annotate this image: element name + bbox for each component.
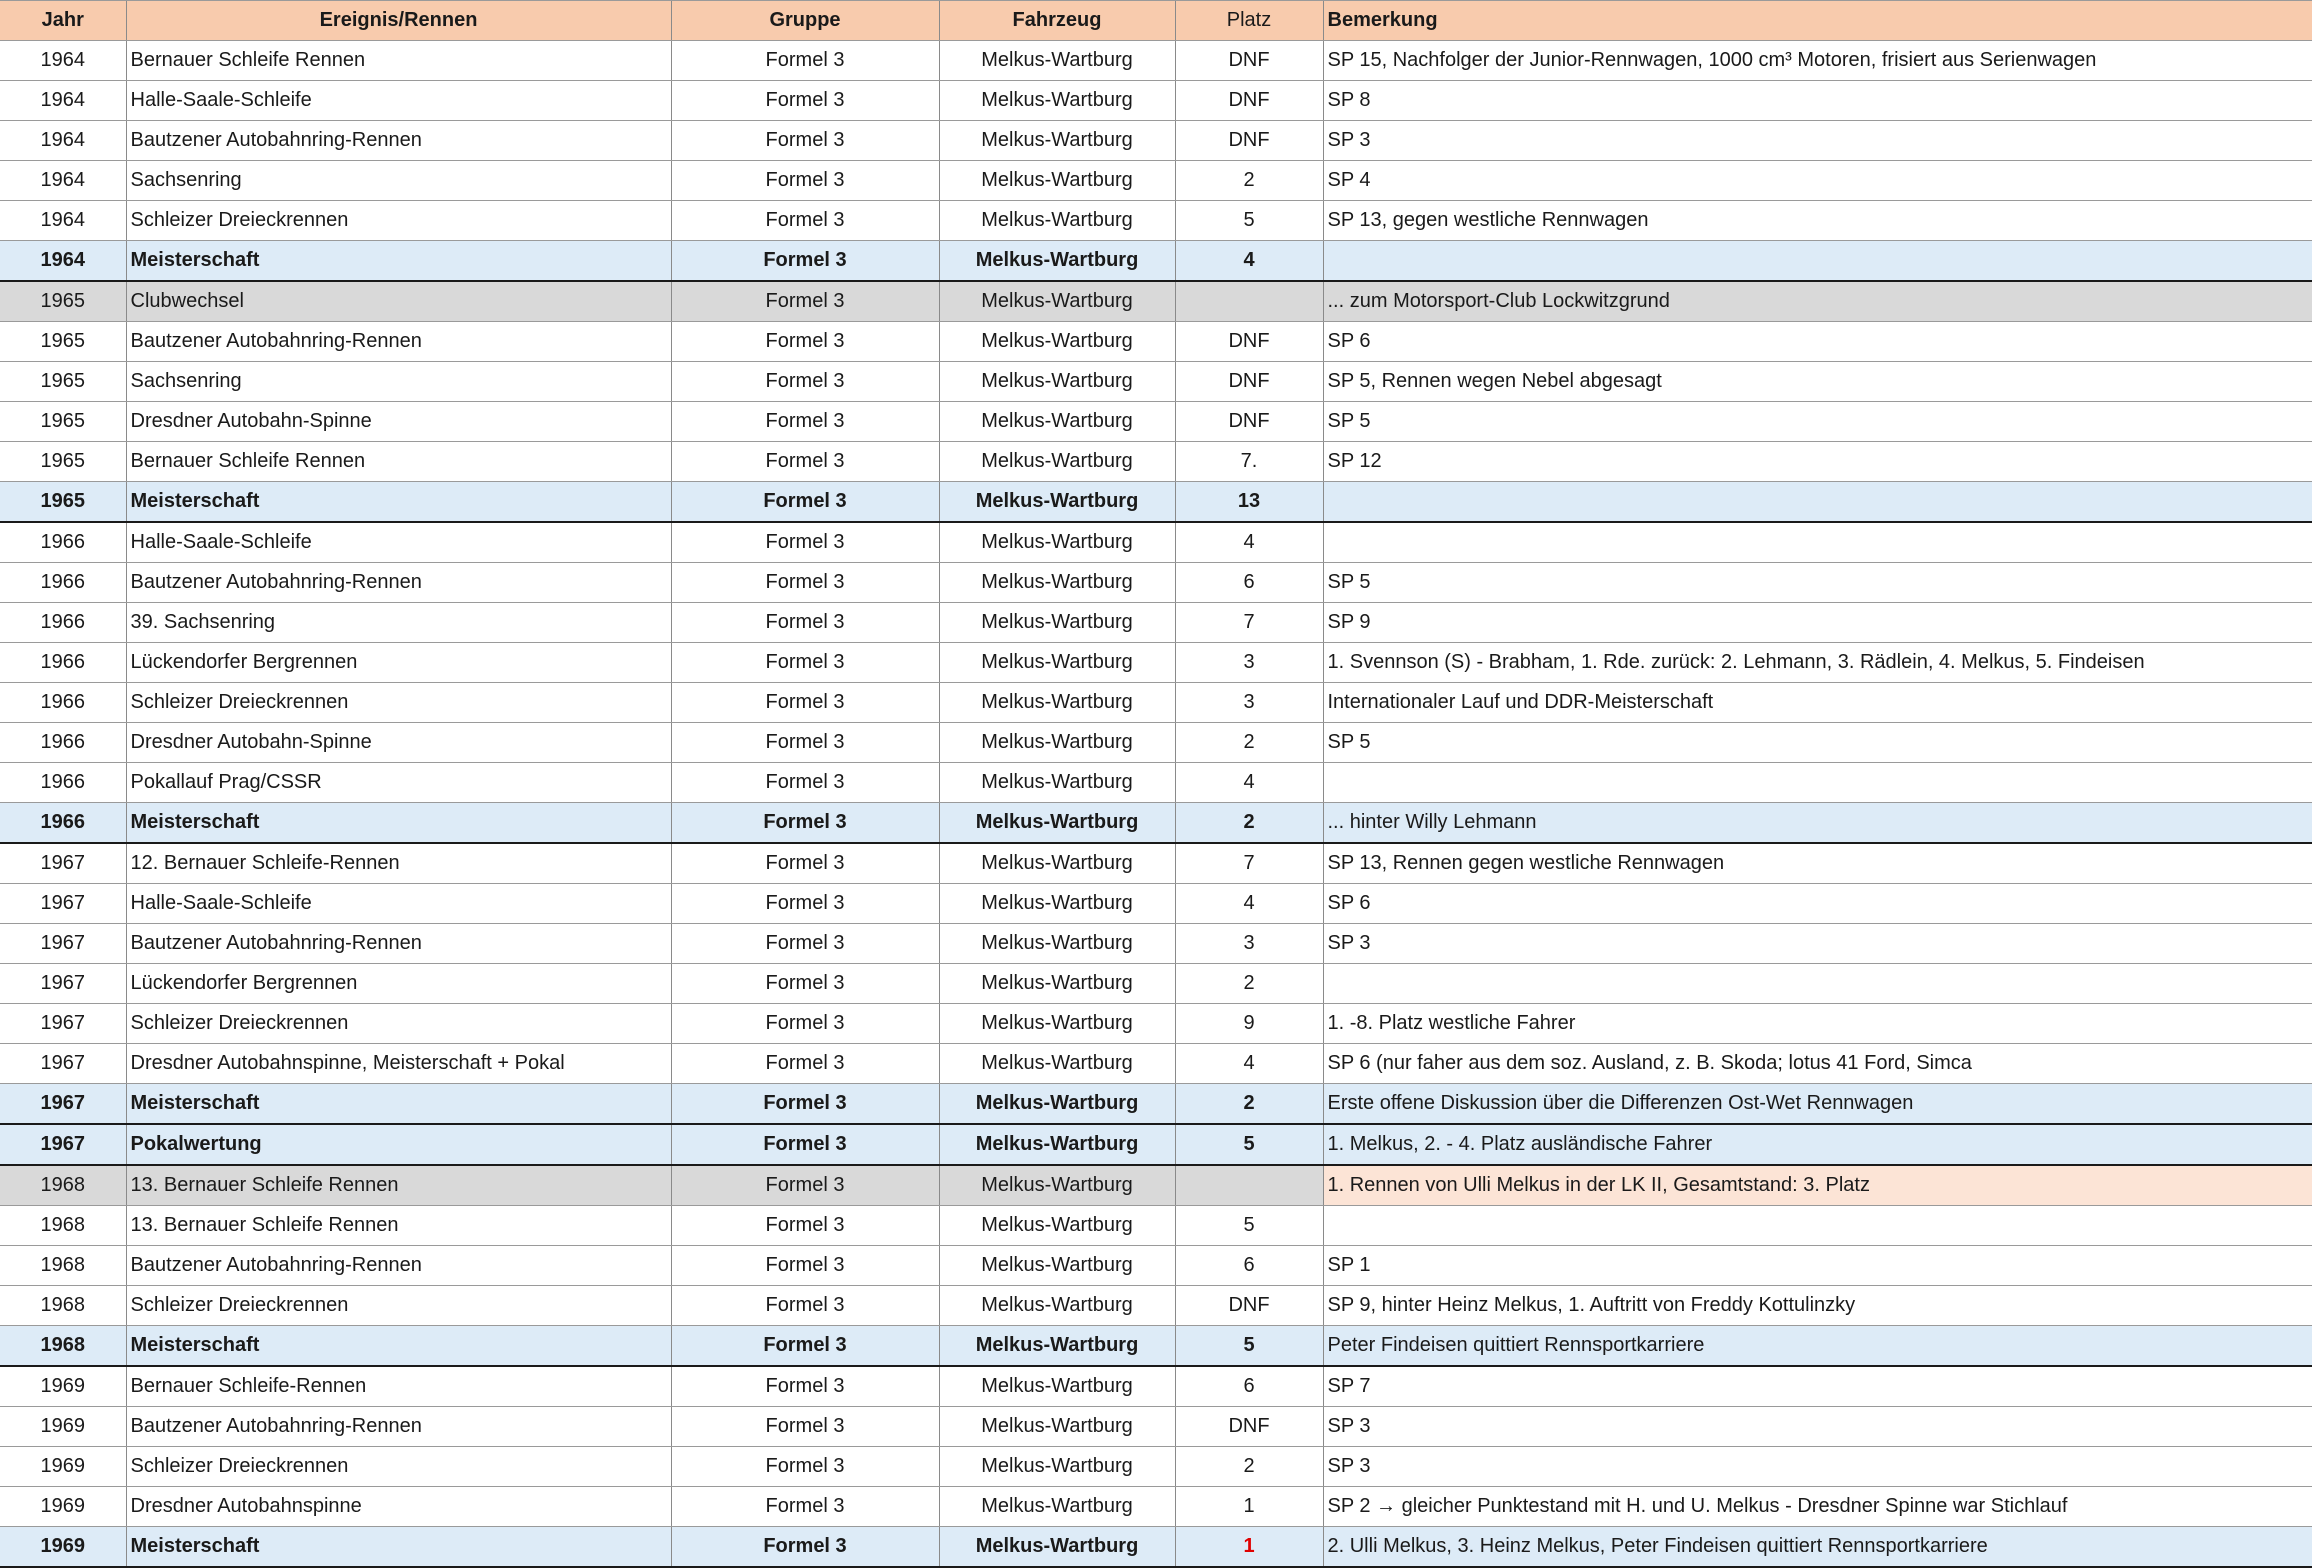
cell-gruppe[interactable]: Formel 3 — [671, 1165, 939, 1206]
cell-bemerkung[interactable]: SP 9 — [1323, 603, 2312, 643]
cell-ereignis[interactable]: Pokalwertung — [126, 1124, 671, 1165]
cell-ereignis[interactable]: Bautzener Autobahnring-Rennen — [126, 924, 671, 964]
table-row — [0, 643, 2312, 683]
cell-jahr[interactable]: 1967 — [0, 1004, 126, 1044]
table-row — [0, 482, 2312, 523]
cell-platz[interactable]: 13 — [1175, 482, 1323, 523]
cell-platz[interactable]: 5 — [1175, 1124, 1323, 1165]
cell-jahr[interactable]: 1968 — [0, 1246, 126, 1286]
cell-jahr[interactable]: 1968 — [0, 1326, 126, 1367]
cell-platz[interactable]: 1 — [1175, 1527, 1323, 1568]
cell-fahrzeug[interactable]: Melkus-Wartburg — [939, 1084, 1175, 1125]
cell-bemerkung[interactable]: SP 4 — [1323, 161, 2312, 201]
cell-fahrzeug[interactable]: Melkus-Wartburg — [939, 723, 1175, 763]
cell-jahr[interactable]: 1965 — [0, 402, 126, 442]
cell-platz[interactable]: DNF — [1175, 1407, 1323, 1447]
cell-gruppe[interactable]: Formel 3 — [671, 322, 939, 362]
cell-bemerkung[interactable]: SP 15, Nachfolger der Junior-Rennwagen, 1000 cm³ Motoren, frisiert aus Serienwagen — [1323, 41, 2312, 81]
cell-jahr[interactable]: 1969 — [0, 1527, 126, 1568]
cell-ereignis[interactable]: Lückendorfer Bergrennen — [126, 643, 671, 683]
cell-jahr[interactable]: 1965 — [0, 281, 126, 322]
cell-ereignis[interactable]: Meisterschaft — [126, 1084, 671, 1125]
cell-platz[interactable]: DNF — [1175, 121, 1323, 161]
cell-ereignis[interactable]: Bautzener Autobahnring-Rennen — [126, 1407, 671, 1447]
cell-gruppe[interactable]: Formel 3 — [671, 1124, 939, 1165]
cell-ereignis[interactable]: Meisterschaft — [126, 482, 671, 523]
cell-jahr[interactable]: 1966 — [0, 603, 126, 643]
cell-bemerkung[interactable]: 1. Melkus, 2. - 4. Platz ausländische Fahrer — [1323, 1124, 2312, 1165]
cell-fahrzeug[interactable]: Melkus-Wartburg — [939, 201, 1175, 241]
table-row — [0, 362, 2312, 402]
cell-bemerkung[interactable]: SP 9, hinter Heinz Melkus, 1. Auftritt von Freddy Kottulinzky — [1323, 1286, 2312, 1326]
table-row — [0, 1326, 2312, 1367]
cell-jahr[interactable]: 1967 — [0, 1084, 126, 1125]
cell-gruppe[interactable]: Formel 3 — [671, 402, 939, 442]
cell-gruppe[interactable]: Formel 3 — [671, 723, 939, 763]
cell-platz[interactable]: DNF — [1175, 402, 1323, 442]
cell-platz[interactable]: 4 — [1175, 884, 1323, 924]
cell-fahrzeug[interactable]: Melkus-Wartburg — [939, 924, 1175, 964]
cell-fahrzeug[interactable]: Melkus-Wartburg — [939, 161, 1175, 201]
cell-fahrzeug[interactable]: Melkus-Wartburg — [939, 1366, 1175, 1407]
cell-ereignis[interactable]: 12. Bernauer Schleife-Rennen — [126, 843, 671, 884]
cell-bemerkung[interactable]: SP 1 — [1323, 1246, 2312, 1286]
col-header-fahrzeug[interactable]: Fahrzeug — [939, 1, 1175, 41]
cell-jahr[interactable]: 1964 — [0, 121, 126, 161]
cell-platz[interactable]: 5 — [1175, 201, 1323, 241]
table-row — [0, 763, 2312, 803]
cell-jahr[interactable]: 1967 — [0, 1124, 126, 1165]
cell-ereignis[interactable]: Dresdner Autobahn-Spinne — [126, 402, 671, 442]
cell-fahrzeug[interactable]: Melkus-Wartburg — [939, 643, 1175, 683]
cell-platz[interactable]: 6 — [1175, 563, 1323, 603]
cell-jahr[interactable]: 1964 — [0, 161, 126, 201]
table-row — [0, 924, 2312, 964]
cell-fahrzeug[interactable]: Melkus-Wartburg — [939, 1206, 1175, 1246]
cell-platz[interactable]: 4 — [1175, 763, 1323, 803]
cell-platz[interactable]: 4 — [1175, 1044, 1323, 1084]
cell-bemerkung[interactable]: 1. -8. Platz westliche Fahrer — [1323, 1004, 2312, 1044]
cell-bemerkung[interactable]: SP 5, Rennen wegen Nebel abgesagt — [1323, 362, 2312, 402]
cell-ereignis[interactable]: Meisterschaft — [126, 241, 671, 282]
cell-platz[interactable]: 3 — [1175, 683, 1323, 723]
table-row — [0, 803, 2312, 844]
cell-ereignis[interactable]: Dresdner Autobahnspinne — [126, 1487, 671, 1527]
table-row — [0, 884, 2312, 924]
cell-bemerkung[interactable] — [1323, 1206, 2312, 1246]
cell-bemerkung[interactable]: 2. Ulli Melkus, 3. Heinz Melkus, Peter Findeisen quittiert Rennsportkarriere — [1323, 1527, 2312, 1568]
cell-bemerkung[interactable]: SP 3 — [1323, 1447, 2312, 1487]
table-row — [0, 563, 2312, 603]
cell-gruppe[interactable]: Formel 3 — [671, 1527, 939, 1568]
cell-ereignis[interactable]: 13. Bernauer Schleife Rennen — [126, 1206, 671, 1246]
cell-ereignis[interactable]: Bernauer Schleife Rennen — [126, 41, 671, 81]
cell-bemerkung[interactable] — [1323, 522, 2312, 563]
cell-jahr[interactable]: 1966 — [0, 723, 126, 763]
table-row — [0, 1004, 2312, 1044]
cell-ereignis[interactable]: Schleizer Dreieckrennen — [126, 1447, 671, 1487]
cell-ereignis[interactable]: Pokallauf Prag/CSSR — [126, 763, 671, 803]
cell-ereignis[interactable]: Bautzener Autobahnring-Rennen — [126, 322, 671, 362]
cell-gruppe[interactable]: Formel 3 — [671, 1407, 939, 1447]
cell-jahr[interactable]: 1968 — [0, 1165, 126, 1206]
cell-ereignis[interactable]: Meisterschaft — [126, 1527, 671, 1568]
cell-bemerkung[interactable] — [1323, 241, 2312, 282]
cell-fahrzeug[interactable]: Melkus-Wartburg — [939, 603, 1175, 643]
cell-ereignis[interactable]: 39. Sachsenring — [126, 603, 671, 643]
cell-ereignis[interactable]: Schleizer Dreieckrennen — [126, 201, 671, 241]
cell-gruppe[interactable]: Formel 3 — [671, 1084, 939, 1125]
cell-jahr[interactable]: 1964 — [0, 201, 126, 241]
cell-fahrzeug[interactable]: Melkus-Wartburg — [939, 362, 1175, 402]
cell-fahrzeug[interactable]: Melkus-Wartburg — [939, 81, 1175, 121]
cell-fahrzeug[interactable]: Melkus-Wartburg — [939, 41, 1175, 81]
col-header-ereignis[interactable]: Ereignis/Rennen — [126, 1, 671, 41]
cell-ereignis[interactable]: Bautzener Autobahnring-Rennen — [126, 121, 671, 161]
cell-fahrzeug[interactable]: Melkus-Wartburg — [939, 884, 1175, 924]
cell-gruppe[interactable]: Formel 3 — [671, 843, 939, 884]
cell-ereignis[interactable]: Bernauer Schleife Rennen — [126, 442, 671, 482]
cell-platz[interactable]: 5 — [1175, 1206, 1323, 1246]
cell-fahrzeug[interactable]: Melkus-Wartburg — [939, 1124, 1175, 1165]
table-row — [0, 81, 2312, 121]
cell-ereignis[interactable]: Halle-Saale-Schleife — [126, 81, 671, 121]
cell-fahrzeug[interactable]: Melkus-Wartburg — [939, 241, 1175, 282]
cell-jahr[interactable]: 1969 — [0, 1487, 126, 1527]
cell-ereignis[interactable]: Schleizer Dreieckrennen — [126, 1004, 671, 1044]
cell-gruppe[interactable]: Formel 3 — [671, 1447, 939, 1487]
cell-fahrzeug[interactable]: Melkus-Wartburg — [939, 1246, 1175, 1286]
cell-ereignis[interactable]: Dresdner Autobahn-Spinne — [126, 723, 671, 763]
cell-fahrzeug[interactable]: Melkus-Wartburg — [939, 1286, 1175, 1326]
cell-platz[interactable]: 3 — [1175, 924, 1323, 964]
table-row — [0, 161, 2312, 201]
table-row — [0, 201, 2312, 241]
cell-gruppe[interactable]: Formel 3 — [671, 81, 939, 121]
cell-platz[interactable]: 4 — [1175, 522, 1323, 563]
col-header-gruppe[interactable]: Gruppe — [671, 1, 939, 41]
cell-fahrzeug[interactable]: Melkus-Wartburg — [939, 1487, 1175, 1527]
cell-platz[interactable]: 6 — [1175, 1366, 1323, 1407]
table-row — [0, 723, 2312, 763]
cell-ereignis[interactable]: Meisterschaft — [126, 803, 671, 844]
table-body — [0, 41, 2312, 1568]
table-row — [0, 843, 2312, 884]
cell-jahr[interactable]: 1969 — [0, 1366, 126, 1407]
table-row — [0, 1206, 2312, 1246]
cell-platz[interactable]: DNF — [1175, 41, 1323, 81]
cell-platz[interactable]: 4 — [1175, 241, 1323, 282]
cell-ereignis[interactable]: Clubwechsel — [126, 281, 671, 322]
cell-gruppe[interactable]: Formel 3 — [671, 442, 939, 482]
cell-platz[interactable]: 5 — [1175, 1326, 1323, 1367]
cell-bemerkung[interactable]: SP 6 — [1323, 322, 2312, 362]
cell-bemerkung[interactable]: ... hinter Willy Lehmann — [1323, 803, 2312, 844]
cell-bemerkung[interactable]: SP 6 — [1323, 884, 2312, 924]
cell-jahr[interactable]: 1966 — [0, 803, 126, 844]
cell-gruppe[interactable]: Formel 3 — [671, 362, 939, 402]
cell-gruppe[interactable]: Formel 3 — [671, 241, 939, 282]
cell-bemerkung[interactable]: SP 3 — [1323, 924, 2312, 964]
cell-ereignis[interactable]: Sachsenring — [126, 362, 671, 402]
cell-ereignis[interactable]: Bautzener Autobahnring-Rennen — [126, 1246, 671, 1286]
cell-gruppe[interactable]: Formel 3 — [671, 281, 939, 322]
cell-jahr[interactable]: 1965 — [0, 322, 126, 362]
table-row — [0, 1487, 2312, 1527]
cell-bemerkung[interactable]: SP 2 → gleicher Punktestand mit H. und U. Melkus - Dresdner Spinne war Stichlauf — [1323, 1487, 2312, 1527]
cell-bemerkung[interactable]: SP 5 — [1323, 402, 2312, 442]
cell-platz[interactable] — [1175, 281, 1323, 322]
cell-fahrzeug[interactable]: Melkus-Wartburg — [939, 1527, 1175, 1568]
cell-ereignis[interactable]: Bautzener Autobahnring-Rennen — [126, 563, 671, 603]
cell-jahr[interactable]: 1966 — [0, 763, 126, 803]
cell-bemerkung[interactable]: SP 3 — [1323, 121, 2312, 161]
cell-jahr[interactable]: 1969 — [0, 1447, 126, 1487]
table-row — [0, 1084, 2312, 1125]
cell-ereignis[interactable]: Halle-Saale-Schleife — [126, 884, 671, 924]
table-row — [0, 1165, 2312, 1206]
cell-fahrzeug[interactable]: Melkus-Wartburg — [939, 1326, 1175, 1367]
cell-gruppe[interactable]: Formel 3 — [671, 121, 939, 161]
cell-fahrzeug[interactable]: Melkus-Wartburg — [939, 563, 1175, 603]
cell-fahrzeug[interactable]: Melkus-Wartburg — [939, 1165, 1175, 1206]
cell-ereignis[interactable]: Schleizer Dreieckrennen — [126, 1286, 671, 1326]
table-row — [0, 442, 2312, 482]
cell-jahr[interactable]: 1967 — [0, 964, 126, 1004]
cell-ereignis[interactable]: Sachsenring — [126, 161, 671, 201]
cell-gruppe[interactable]: Formel 3 — [671, 201, 939, 241]
cell-platz[interactable]: 2 — [1175, 161, 1323, 201]
cell-platz[interactable]: 3 — [1175, 643, 1323, 683]
cell-jahr[interactable]: 1968 — [0, 1206, 126, 1246]
cell-bemerkung[interactable]: SP 13, Rennen gegen westliche Rennwagen — [1323, 843, 2312, 884]
cell-bemerkung[interactable]: SP 5 — [1323, 563, 2312, 603]
cell-jahr[interactable]: 1966 — [0, 683, 126, 723]
cell-gruppe[interactable]: Formel 3 — [671, 643, 939, 683]
cell-bemerkung[interactable]: SP 12 — [1323, 442, 2312, 482]
cell-platz[interactable]: 7 — [1175, 603, 1323, 643]
cell-ereignis[interactable]: Meisterschaft — [126, 1326, 671, 1367]
cell-platz[interactable]: 2 — [1175, 964, 1323, 1004]
cell-bemerkung[interactable]: ... zum Motorsport-Club Lockwitzgrund — [1323, 281, 2312, 322]
cell-bemerkung[interactable]: SP 8 — [1323, 81, 2312, 121]
cell-jahr[interactable]: 1966 — [0, 522, 126, 563]
cell-gruppe[interactable]: Formel 3 — [671, 1044, 939, 1084]
cell-bemerkung[interactable]: Peter Findeisen quittiert Rennsportkarriere — [1323, 1326, 2312, 1367]
cell-ereignis[interactable]: Schleizer Dreieckrennen — [126, 683, 671, 723]
cell-jahr[interactable]: 1965 — [0, 442, 126, 482]
table-row — [0, 1246, 2312, 1286]
cell-jahr[interactable]: 1967 — [0, 884, 126, 924]
table-row — [0, 603, 2312, 643]
cell-platz[interactable]: DNF — [1175, 322, 1323, 362]
cell-jahr[interactable]: 1965 — [0, 482, 126, 523]
table-row — [0, 281, 2312, 322]
cell-jahr[interactable]: 1967 — [0, 843, 126, 884]
cell-bemerkung[interactable]: SP 7 — [1323, 1366, 2312, 1407]
cell-bemerkung[interactable]: SP 5 — [1323, 723, 2312, 763]
cell-bemerkung[interactable]: 1. Svennson (S) - Brabham, 1. Rde. zurück: 2. Lehmann, 3. Rädlein, 4. Melkus, 5. Findeisen — [1323, 643, 2312, 683]
cell-gruppe[interactable]: Formel 3 — [671, 563, 939, 603]
cell-ereignis[interactable]: Halle-Saale-Schleife — [126, 522, 671, 563]
table-row — [0, 322, 2312, 362]
cell-gruppe[interactable]: Formel 3 — [671, 1206, 939, 1246]
cell-gruppe[interactable]: Formel 3 — [671, 803, 939, 844]
table-row — [0, 1527, 2312, 1568]
cell-platz[interactable]: 2 — [1175, 1084, 1323, 1125]
cell-jahr[interactable]: 1964 — [0, 81, 126, 121]
table-row — [0, 121, 2312, 161]
cell-gruppe[interactable]: Formel 3 — [671, 924, 939, 964]
col-header-jahr[interactable]: Jahr — [0, 1, 126, 41]
table-row — [0, 1124, 2312, 1165]
cell-jahr[interactable]: 1966 — [0, 643, 126, 683]
cell-platz[interactable] — [1175, 1165, 1323, 1206]
cell-bemerkung[interactable]: Internationaler Lauf und DDR-Meisterschaft — [1323, 683, 2312, 723]
cell-fahrzeug[interactable]: Melkus-Wartburg — [939, 1407, 1175, 1447]
cell-bemerkung[interactable] — [1323, 482, 2312, 523]
cell-jahr[interactable]: 1964 — [0, 241, 126, 282]
table-row — [0, 1407, 2312, 1447]
cell-platz[interactable]: 1 — [1175, 1487, 1323, 1527]
cell-platz[interactable]: DNF — [1175, 1286, 1323, 1326]
cell-gruppe[interactable]: Formel 3 — [671, 884, 939, 924]
cell-bemerkung[interactable] — [1323, 964, 2312, 1004]
table-row — [0, 241, 2312, 282]
cell-ereignis[interactable]: Bernauer Schleife-Rennen — [126, 1366, 671, 1407]
table-row — [0, 964, 2312, 1004]
cell-platz[interactable]: 7 — [1175, 843, 1323, 884]
cell-fahrzeug[interactable]: Melkus-Wartburg — [939, 763, 1175, 803]
table-row — [0, 683, 2312, 723]
cell-platz[interactable]: 6 — [1175, 1246, 1323, 1286]
cell-fahrzeug[interactable]: Melkus-Wartburg — [939, 281, 1175, 322]
col-header-bemerkung[interactable]: Bemerkung — [1323, 1, 2312, 41]
cell-platz[interactable]: DNF — [1175, 362, 1323, 402]
cell-fahrzeug[interactable]: Melkus-Wartburg — [939, 964, 1175, 1004]
cell-fahrzeug[interactable]: Melkus-Wartburg — [939, 1044, 1175, 1084]
cell-bemerkung[interactable]: SP 3 — [1323, 1407, 2312, 1447]
cell-fahrzeug[interactable]: Melkus-Wartburg — [939, 402, 1175, 442]
cell-platz[interactable]: 2 — [1175, 1447, 1323, 1487]
cell-fahrzeug[interactable]: Melkus-Wartburg — [939, 683, 1175, 723]
cell-fahrzeug[interactable]: Melkus-Wartburg — [939, 442, 1175, 482]
cell-platz[interactable]: 7. — [1175, 442, 1323, 482]
table-row — [0, 402, 2312, 442]
cell-bemerkung[interactable]: SP 6 (nur faher aus dem soz. Ausland, z. B. Skoda; lotus 41 Ford, Simca — [1323, 1044, 2312, 1084]
cell-platz[interactable]: 2 — [1175, 803, 1323, 844]
cell-gruppe[interactable]: Formel 3 — [671, 1366, 939, 1407]
cell-gruppe[interactable]: Formel 3 — [671, 522, 939, 563]
table-row — [0, 1447, 2312, 1487]
cell-jahr[interactable]: 1966 — [0, 563, 126, 603]
cell-gruppe[interactable]: Formel 3 — [671, 603, 939, 643]
cell-gruppe[interactable]: Formel 3 — [671, 482, 939, 523]
table-row — [0, 1044, 2312, 1084]
table-row — [0, 1366, 2312, 1407]
table-row — [0, 41, 2312, 81]
cell-ereignis[interactable]: Dresdner Autobahnspinne, Meisterschaft + Pokal — [126, 1044, 671, 1084]
cell-fahrzeug[interactable]: Melkus-Wartburg — [939, 522, 1175, 563]
cell-gruppe[interactable]: Formel 3 — [671, 1326, 939, 1367]
cell-bemerkung[interactable] — [1323, 763, 2312, 803]
cell-gruppe[interactable]: Formel 3 — [671, 683, 939, 723]
cell-fahrzeug[interactable]: Melkus-Wartburg — [939, 843, 1175, 884]
cell-gruppe[interactable]: Formel 3 — [671, 161, 939, 201]
cell-ereignis[interactable]: 13. Bernauer Schleife Rennen — [126, 1165, 671, 1206]
cell-jahr[interactable]: 1967 — [0, 1044, 126, 1084]
cell-gruppe[interactable]: Formel 3 — [671, 1487, 939, 1527]
header-row — [0, 1, 2312, 41]
cell-fahrzeug[interactable]: Melkus-Wartburg — [939, 322, 1175, 362]
cell-gruppe[interactable]: Formel 3 — [671, 964, 939, 1004]
cell-gruppe[interactable]: Formel 3 — [671, 1246, 939, 1286]
cell-platz[interactable]: 9 — [1175, 1004, 1323, 1044]
cell-platz[interactable]: DNF — [1175, 81, 1323, 121]
cell-gruppe[interactable]: Formel 3 — [671, 1004, 939, 1044]
cell-jahr[interactable]: 1965 — [0, 362, 126, 402]
table-row — [0, 522, 2312, 563]
cell-jahr[interactable]: 1964 — [0, 41, 126, 81]
cell-fahrzeug[interactable]: Melkus-Wartburg — [939, 121, 1175, 161]
col-header-platz[interactable]: Platz — [1175, 1, 1323, 41]
cell-jahr[interactable]: 1969 — [0, 1407, 126, 1447]
cell-fahrzeug[interactable]: Melkus-Wartburg — [939, 1004, 1175, 1044]
cell-gruppe[interactable]: Formel 3 — [671, 41, 939, 81]
cell-jahr[interactable]: 1967 — [0, 924, 126, 964]
cell-gruppe[interactable]: Formel 3 — [671, 1286, 939, 1326]
cell-bemerkung[interactable]: SP 13, gegen westliche Rennwagen — [1323, 201, 2312, 241]
cell-ereignis[interactable]: Lückendorfer Bergrennen — [126, 964, 671, 1004]
cell-bemerkung[interactable]: Erste offene Diskussion über die Differenzen Ost-Wet Rennwagen — [1323, 1084, 2312, 1125]
cell-gruppe[interactable]: Formel 3 — [671, 763, 939, 803]
cell-platz[interactable]: 2 — [1175, 723, 1323, 763]
cell-fahrzeug[interactable]: Melkus-Wartburg — [939, 482, 1175, 523]
cell-fahrzeug[interactable]: Melkus-Wartburg — [939, 1447, 1175, 1487]
cell-fahrzeug[interactable]: Melkus-Wartburg — [939, 803, 1175, 844]
cell-bemerkung[interactable]: 1. Rennen von Ulli Melkus in der LK II, Gesamtstand: 3. Platz — [1323, 1165, 2312, 1206]
cell-jahr[interactable]: 1968 — [0, 1286, 126, 1326]
table-row — [0, 1286, 2312, 1326]
